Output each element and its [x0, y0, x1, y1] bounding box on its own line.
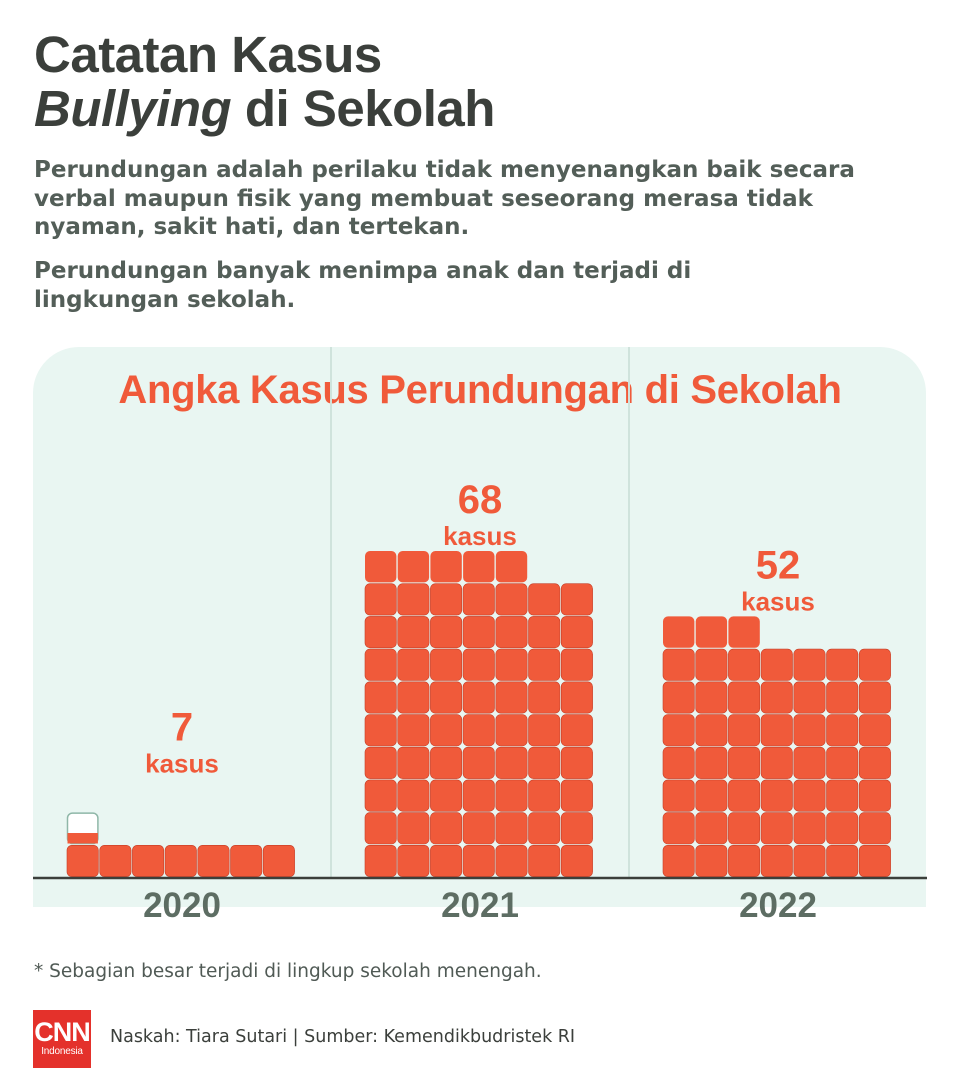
unit-square-2021-53 [463, 616, 494, 647]
unit-square-2021-60 [463, 584, 494, 615]
unit-square-2021-16 [398, 780, 429, 811]
value-label-2020: 7 [170, 705, 194, 750]
unit-square-2022-45 [728, 649, 759, 680]
unit-square-2021-17 [430, 780, 461, 811]
unit-square-2021-44 [398, 649, 429, 680]
unit-square-2022-39 [761, 682, 792, 713]
unit-square-2021-24 [430, 747, 461, 778]
credits: Naskah: Tiara Sutari | Sumber: Kemendikbudristek RI [110, 1027, 576, 1047]
unit-square-2021-49 [561, 649, 592, 680]
unit-square-2022-22 [663, 747, 694, 778]
unit-square-2022-51 [696, 616, 727, 647]
title-italic-word: Bullying [34, 80, 232, 137]
unit-square-2022-47 [794, 649, 825, 680]
unit-square-2021-26 [496, 747, 527, 778]
unit-square-2021-51 [398, 616, 429, 647]
unit-square-2022-30 [696, 715, 727, 746]
title-line-2-rest: di Sekolah [231, 80, 495, 137]
unit-square-2022-31 [728, 715, 759, 746]
unit-square-2021-4 [463, 845, 494, 876]
unit-square-2021-68 [496, 551, 527, 582]
unit-square-2022-6 [827, 845, 858, 876]
unit-label-2022: kasus [741, 586, 815, 617]
unit-square-2021-22 [365, 747, 396, 778]
unit-square-2021-42 [561, 682, 592, 713]
unit-square-2021-14 [561, 813, 592, 844]
unit-square-2021-36 [365, 682, 396, 713]
unit-square-2020-6 [231, 845, 262, 876]
unit-square-2022-3 [728, 845, 759, 876]
unit-square-2021-67 [463, 551, 494, 582]
unit-square-2021-25 [463, 747, 494, 778]
unit-square-2021-13 [529, 813, 560, 844]
unit-square-2021-15 [365, 780, 396, 811]
unit-square-2021-32 [463, 715, 494, 746]
unit-square-2022-43 [663, 649, 694, 680]
unit-square-2021-29 [365, 715, 396, 746]
unit-square-2022-33 [794, 715, 825, 746]
unit-square-2021-62 [529, 584, 560, 615]
unit-square-2021-58 [398, 584, 429, 615]
unit-square-2021-27 [529, 747, 560, 778]
unit-square-2022-42 [859, 682, 890, 713]
unit-square-2022-32 [761, 715, 792, 746]
unit-square-2020-3 [132, 845, 163, 876]
unit-square-2021-35 [561, 715, 592, 746]
unit-square-2022-8 [663, 813, 694, 844]
unit-square-2022-14 [859, 813, 890, 844]
description-paragraph-1: Perundungan adalah perilaku tidak menyenangkan baik secara verbal maupun fisik yang membuat seseorang merasa tidak nyaman, sakit hati, dan tertekan. [34, 157, 855, 240]
unit-square-2021-56 [561, 616, 592, 647]
unit-square-2021-3 [430, 845, 461, 876]
unit-square-2022-5 [794, 845, 825, 876]
cnn-indonesia-logo [33, 1010, 91, 1068]
unit-square-2021-2 [398, 845, 429, 876]
value-label-2022: 52 [755, 543, 801, 588]
unit-square-2022-28 [859, 747, 890, 778]
unit-square-2020-2 [100, 845, 131, 876]
unit-square-2022-23 [696, 747, 727, 778]
unit-square-2021-63 [561, 584, 592, 615]
unit-square-2022-2 [696, 845, 727, 876]
unit-label-2021: kasus [443, 521, 517, 551]
year-label-2022: 2022 [739, 886, 817, 925]
unit-square-2021-23 [398, 747, 429, 778]
unit-square-2021-31 [430, 715, 461, 746]
unit-square-2022-37 [696, 682, 727, 713]
unit-square-2021-54 [496, 616, 527, 647]
unit-square-2021-8 [365, 813, 396, 844]
year-label-2020: 2020 [143, 886, 221, 925]
unit-square-2021-18 [463, 780, 494, 811]
unit-square-2021-40 [496, 682, 527, 713]
unit-square-2022-46 [761, 649, 792, 680]
unit-square-2021-21 [561, 780, 592, 811]
unit-square-2022-52 [728, 616, 759, 647]
description-paragraph-2: Perundungan banyak menimpa anak dan terjadi di lingkungan sekolah. [34, 258, 692, 313]
unit-square-2022-9 [696, 813, 727, 844]
year-label-2021: 2021 [441, 886, 519, 925]
unit-square-2020-7 [263, 845, 294, 876]
unit-square-2022-18 [761, 780, 792, 811]
unit-square-2021-12 [496, 813, 527, 844]
unit-square-2021-43 [365, 649, 396, 680]
unit-square-2022-40 [794, 682, 825, 713]
unit-square-2021-59 [430, 584, 461, 615]
value-label-2021: 68 [457, 478, 503, 522]
unit-square-2020-5 [198, 845, 229, 876]
footnote: * Sebagian besar terjadi di lingkup sekolah menengah. [34, 961, 542, 982]
chart-title: Angka Kasus Perundungan di Sekolah [118, 368, 842, 412]
unit-square-2022-49 [859, 649, 890, 680]
unit-square-2022-38 [728, 682, 759, 713]
unit-square-2021-38 [430, 682, 461, 713]
unit-square-2022-36 [663, 682, 694, 713]
unit-square-2022-16 [696, 780, 727, 811]
unit-square-2021-64 [365, 551, 396, 582]
unit-square-2021-34 [529, 715, 560, 746]
unit-square-2022-44 [696, 649, 727, 680]
unit-square-2022-15 [663, 780, 694, 811]
unit-square-2021-46 [463, 649, 494, 680]
unit-square-2022-12 [794, 813, 825, 844]
unit-square-2021-6 [529, 845, 560, 876]
unit-square-2021-41 [529, 682, 560, 713]
unit-square-2021-30 [398, 715, 429, 746]
unit-square-2021-52 [430, 616, 461, 647]
unit-square-2021-39 [463, 682, 494, 713]
title-line-1: Catatan Kasus [34, 26, 382, 83]
unit-square-2022-4 [761, 845, 792, 876]
unit-square-2021-48 [529, 649, 560, 680]
unit-square-2022-11 [761, 813, 792, 844]
unit-square-2022-7 [859, 845, 890, 876]
unit-square-2022-34 [827, 715, 858, 746]
unit-square-2021-37 [398, 682, 429, 713]
unit-square-2021-10 [430, 813, 461, 844]
unit-square-2021-61 [496, 584, 527, 615]
unit-square-2021-50 [365, 616, 396, 647]
unit-square-2022-17 [728, 780, 759, 811]
unit-square-2021-19 [496, 780, 527, 811]
unit-square-2021-9 [398, 813, 429, 844]
unit-square-2021-66 [430, 551, 461, 582]
logo-sub-text: Indonesia [41, 1046, 83, 1057]
unit-square-2022-10 [728, 813, 759, 844]
unit-square-2022-13 [827, 813, 858, 844]
unit-square-2021-20 [529, 780, 560, 811]
unit-square-2022-24 [728, 747, 759, 778]
unit-label-2020: kasus [145, 748, 219, 779]
unit-square-2021-45 [430, 649, 461, 680]
unit-square-2022-19 [794, 780, 825, 811]
unit-square-2021-28 [561, 747, 592, 778]
unit-square-2021-55 [529, 616, 560, 647]
unit-square-2021-57 [365, 584, 396, 615]
unit-square-2020-4 [165, 845, 196, 876]
partial-square-fill-2020 [68, 833, 98, 843]
unit-square-2021-7 [561, 845, 592, 876]
unit-square-2020-1 [67, 845, 98, 876]
unit-square-2022-27 [827, 747, 858, 778]
unit-square-2021-5 [496, 845, 527, 876]
logo-main-text: CNN [34, 1017, 90, 1047]
unit-square-2022-21 [859, 780, 890, 811]
unit-square-2021-47 [496, 649, 527, 680]
unit-square-2022-26 [794, 747, 825, 778]
unit-square-2021-33 [496, 715, 527, 746]
unit-square-2022-25 [761, 747, 792, 778]
unit-square-2022-50 [663, 616, 694, 647]
unit-square-2022-1 [663, 845, 694, 876]
unit-square-2022-29 [663, 715, 694, 746]
unit-square-2021-11 [463, 813, 494, 844]
unit-square-2022-20 [827, 780, 858, 811]
unit-square-2021-65 [398, 551, 429, 582]
unit-square-2022-41 [827, 682, 858, 713]
unit-square-2021-1 [365, 845, 396, 876]
unit-square-2022-48 [827, 649, 858, 680]
unit-square-2022-35 [859, 715, 890, 746]
